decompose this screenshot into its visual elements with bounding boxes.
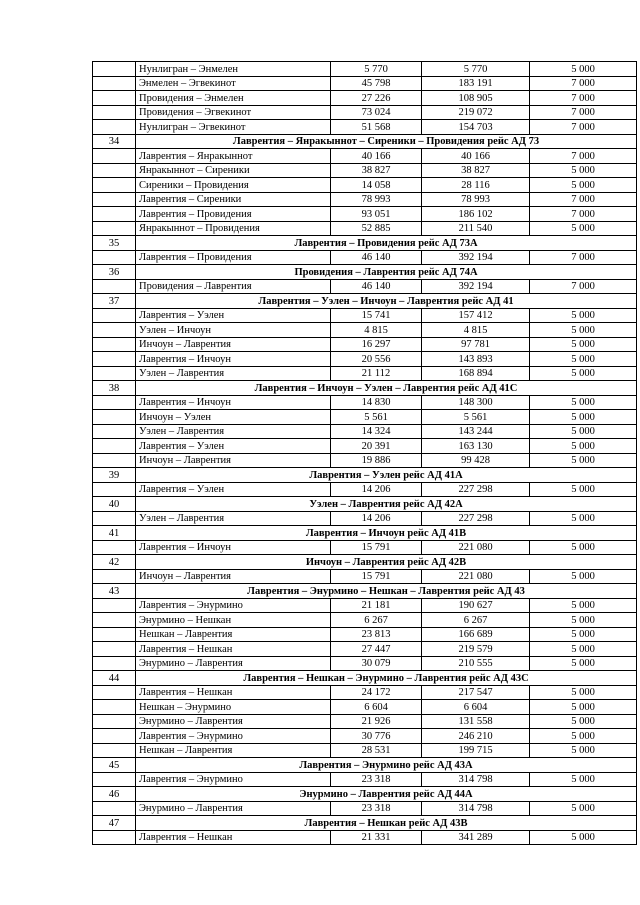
value-cell-2: 314 798	[422, 801, 530, 816]
flight-title: Инчоун – Лаврентия рейс АД 42В	[136, 555, 637, 570]
value-cell-1: 20 391	[331, 439, 422, 454]
value-cell-3: 7 000	[530, 91, 637, 106]
flight-number: 36	[93, 265, 136, 280]
row-number-cell	[93, 410, 136, 425]
value-cell-3: 5 000	[530, 395, 637, 410]
value-cell-1: 20 556	[331, 352, 422, 367]
value-cell-3: 7 000	[530, 192, 637, 207]
value-cell-2: 219 579	[422, 642, 530, 657]
row-number-cell	[93, 627, 136, 642]
row-number-cell	[93, 598, 136, 613]
flight-header-row	[93, 555, 637, 570]
value-cell-3: 5 000	[530, 453, 637, 468]
route-cell: Лаврентия – Энурмино	[136, 598, 331, 613]
row-number-cell	[93, 337, 136, 352]
table-row	[93, 149, 637, 164]
value-cell-3: 7 000	[530, 207, 637, 222]
route-cell: Провидения – Лаврентия	[136, 279, 331, 294]
row-number-cell	[93, 178, 136, 193]
table-row	[93, 453, 637, 468]
flight-number: 44	[93, 671, 136, 686]
route-cell: Сиреники – Провидения	[136, 178, 331, 193]
route-cell: Инчоун – Лаврентия	[136, 337, 331, 352]
table-row	[93, 540, 637, 555]
value-cell-3: 7 000	[530, 76, 637, 91]
value-cell-1: 14 324	[331, 424, 422, 439]
flight-title: Лаврентия – Нешкан – Энурмино – Лаврентия рейс АД 43С	[136, 671, 637, 686]
row-number-cell	[93, 700, 136, 715]
row-number-cell	[93, 511, 136, 526]
flight-header-row	[93, 787, 637, 802]
table-row	[93, 569, 637, 584]
row-number-cell	[93, 482, 136, 497]
value-cell-1: 93 051	[331, 207, 422, 222]
value-cell-2: 78 993	[422, 192, 530, 207]
value-cell-1: 6 604	[331, 700, 422, 715]
value-cell-1: 5 561	[331, 410, 422, 425]
value-cell-3: 7 000	[530, 149, 637, 164]
value-cell-2: 163 130	[422, 439, 530, 454]
value-cell-3: 5 000	[530, 62, 637, 77]
row-number-cell	[93, 714, 136, 729]
value-cell-2: 5 770	[422, 62, 530, 77]
value-cell-2: 157 412	[422, 308, 530, 323]
table-row	[93, 801, 637, 816]
value-cell-2: 168 894	[422, 366, 530, 381]
flight-title: Лаврентия – Энурмино – Нешкан – Лаврентия рейс АД 43	[136, 584, 637, 599]
value-cell-1: 4 815	[331, 323, 422, 338]
route-cell: Лаврентия – Янракыннот	[136, 149, 331, 164]
flight-number: 35	[93, 236, 136, 251]
row-number-cell	[93, 149, 136, 164]
route-cell: Уэлен – Инчоун	[136, 323, 331, 338]
value-cell-2: 166 689	[422, 627, 530, 642]
route-cell: Нунлигран – Энмелен	[136, 62, 331, 77]
value-cell-3: 5 000	[530, 772, 637, 787]
table-row	[93, 323, 637, 338]
row-number-cell	[93, 91, 136, 106]
flight-number: 43	[93, 584, 136, 599]
value-cell-1: 28 531	[331, 743, 422, 758]
value-cell-2: 392 194	[422, 279, 530, 294]
table-row	[93, 279, 637, 294]
table-row	[93, 207, 637, 222]
table-row	[93, 178, 637, 193]
value-cell-2: 210 555	[422, 656, 530, 671]
table-row	[93, 366, 637, 381]
flight-number: 46	[93, 787, 136, 802]
value-cell-1: 51 568	[331, 120, 422, 135]
value-cell-2: 143 893	[422, 352, 530, 367]
route-cell: Энурмино – Лаврентия	[136, 801, 331, 816]
value-cell-3: 5 000	[530, 163, 637, 178]
route-cell: Лаврентия – Провидения	[136, 207, 331, 222]
value-cell-3: 5 000	[530, 511, 637, 526]
table-row	[93, 700, 637, 715]
value-cell-2: 341 289	[422, 830, 530, 845]
value-cell-1: 21 112	[331, 366, 422, 381]
table-row	[93, 221, 637, 236]
value-cell-2: 5 561	[422, 410, 530, 425]
value-cell-2: 219 072	[422, 105, 530, 120]
row-number-cell	[93, 192, 136, 207]
value-cell-3: 5 000	[530, 540, 637, 555]
value-cell-1: 21 926	[331, 714, 422, 729]
value-cell-2: 97 781	[422, 337, 530, 352]
flight-header-row	[93, 497, 637, 512]
row-number-cell	[93, 439, 136, 454]
value-cell-1: 23 318	[331, 801, 422, 816]
flight-title: Лаврентия – Нешкан рейс АД 43В	[136, 816, 637, 831]
route-cell: Лаврентия – Нешкан	[136, 642, 331, 657]
table-row	[93, 192, 637, 207]
value-cell-3: 5 000	[530, 366, 637, 381]
route-cell: Лаврентия – Инчоун	[136, 395, 331, 410]
route-cell: Янракыннот – Сиреники	[136, 163, 331, 178]
value-cell-2: 28 116	[422, 178, 530, 193]
route-cell: Лаврентия – Энурмино	[136, 729, 331, 744]
value-cell-1: 14 206	[331, 511, 422, 526]
row-number-cell	[93, 395, 136, 410]
row-number-cell	[93, 656, 136, 671]
value-cell-2: 227 298	[422, 482, 530, 497]
value-cell-1: 23 813	[331, 627, 422, 642]
row-number-cell	[93, 207, 136, 222]
flight-number: 39	[93, 468, 136, 483]
table-row	[93, 439, 637, 454]
value-cell-1: 46 140	[331, 279, 422, 294]
value-cell-2: 131 558	[422, 714, 530, 729]
value-cell-1: 27 447	[331, 642, 422, 657]
value-cell-2: 211 540	[422, 221, 530, 236]
tariff-table	[92, 61, 637, 845]
value-cell-1: 21 181	[331, 598, 422, 613]
route-cell: Янракыннот – Провидения	[136, 221, 331, 236]
value-cell-3: 5 000	[530, 729, 637, 744]
value-cell-3: 5 000	[530, 598, 637, 613]
row-number-cell	[93, 323, 136, 338]
value-cell-1: 78 993	[331, 192, 422, 207]
table-row	[93, 598, 637, 613]
value-cell-1: 30 776	[331, 729, 422, 744]
table-row	[93, 714, 637, 729]
flight-header-row	[93, 381, 637, 396]
value-cell-3: 5 000	[530, 613, 637, 628]
route-cell: Лаврентия – Энурмино	[136, 772, 331, 787]
route-cell: Уэлен – Лаврентия	[136, 511, 331, 526]
row-number-cell	[93, 540, 136, 555]
value-cell-2: 314 798	[422, 772, 530, 787]
value-cell-1: 38 827	[331, 163, 422, 178]
flight-title: Лаврентия – Уэлен – Инчоун – Лаврентия рейс АД 41	[136, 294, 637, 309]
value-cell-3: 5 000	[530, 830, 637, 845]
value-cell-3: 5 000	[530, 714, 637, 729]
value-cell-2: 99 428	[422, 453, 530, 468]
value-cell-2: 108 905	[422, 91, 530, 106]
flight-header-row	[93, 584, 637, 599]
flight-number: 37	[93, 294, 136, 309]
value-cell-3: 5 000	[530, 308, 637, 323]
value-cell-1: 30 079	[331, 656, 422, 671]
value-cell-2: 38 827	[422, 163, 530, 178]
value-cell-3: 5 000	[530, 482, 637, 497]
row-number-cell	[93, 62, 136, 77]
table-row	[93, 613, 637, 628]
table-row	[93, 250, 637, 265]
flight-header-row	[93, 816, 637, 831]
value-cell-2: 6 604	[422, 700, 530, 715]
table-row	[93, 308, 637, 323]
table-row	[93, 410, 637, 425]
value-cell-1: 24 172	[331, 685, 422, 700]
route-cell: Инчоун – Лаврентия	[136, 569, 331, 584]
flight-title: Лаврентия – Инчоун – Уэлен – Лаврентия рейс АД 41С	[136, 381, 637, 396]
value-cell-1: 14 206	[331, 482, 422, 497]
value-cell-3: 5 000	[530, 352, 637, 367]
route-cell: Уэлен – Лаврентия	[136, 366, 331, 381]
table-row	[93, 656, 637, 671]
value-cell-1: 73 024	[331, 105, 422, 120]
table-row	[93, 482, 637, 497]
flight-number: 34	[93, 134, 136, 149]
value-cell-1: 27 226	[331, 91, 422, 106]
row-number-cell	[93, 613, 136, 628]
route-cell: Лаврентия – Нешкан	[136, 685, 331, 700]
flight-header-row	[93, 294, 637, 309]
table-row	[93, 424, 637, 439]
route-cell: Энурмино – Нешкан	[136, 613, 331, 628]
route-cell: Лаврентия – Сиреники	[136, 192, 331, 207]
route-cell: Уэлен – Лаврентия	[136, 424, 331, 439]
table-row	[93, 772, 637, 787]
flight-number: 41	[93, 526, 136, 541]
value-cell-1: 5 770	[331, 62, 422, 77]
value-cell-3: 5 000	[530, 569, 637, 584]
route-cell: Нешкан – Лаврентия	[136, 627, 331, 642]
value-cell-2: 186 102	[422, 207, 530, 222]
table-row	[93, 642, 637, 657]
value-cell-1: 21 331	[331, 830, 422, 845]
value-cell-2: 154 703	[422, 120, 530, 135]
flight-title: Лаврентия – Энурмино рейс АД 43А	[136, 758, 637, 773]
row-number-cell	[93, 76, 136, 91]
value-cell-1: 52 885	[331, 221, 422, 236]
value-cell-3: 7 000	[530, 120, 637, 135]
value-cell-3: 5 000	[530, 642, 637, 657]
value-cell-3: 5 000	[530, 323, 637, 338]
value-cell-2: 227 298	[422, 511, 530, 526]
row-number-cell	[93, 569, 136, 584]
flight-number: 40	[93, 497, 136, 512]
value-cell-1: 15 741	[331, 308, 422, 323]
route-cell: Инчоун – Лаврентия	[136, 453, 331, 468]
value-cell-2: 183 191	[422, 76, 530, 91]
table-row	[93, 91, 637, 106]
route-cell: Провидения – Эгвекинот	[136, 105, 331, 120]
row-number-cell	[93, 424, 136, 439]
row-number-cell	[93, 801, 136, 816]
row-number-cell	[93, 120, 136, 135]
value-cell-3: 5 000	[530, 178, 637, 193]
row-number-cell	[93, 685, 136, 700]
value-cell-2: 190 627	[422, 598, 530, 613]
row-number-cell	[93, 772, 136, 787]
value-cell-1: 19 886	[331, 453, 422, 468]
flight-title: Лаврентия – Провидения рейс АД 73А	[136, 236, 637, 251]
value-cell-2: 246 210	[422, 729, 530, 744]
value-cell-3: 5 000	[530, 627, 637, 642]
value-cell-2: 143 244	[422, 424, 530, 439]
value-cell-2: 4 815	[422, 323, 530, 338]
value-cell-3: 7 000	[530, 279, 637, 294]
row-number-cell	[93, 279, 136, 294]
value-cell-3: 7 000	[530, 105, 637, 120]
flight-header-row	[93, 526, 637, 541]
route-cell: Нешкан – Лаврентия	[136, 743, 331, 758]
value-cell-3: 5 000	[530, 801, 637, 816]
value-cell-3: 5 000	[530, 700, 637, 715]
flight-number: 38	[93, 381, 136, 396]
row-number-cell	[93, 352, 136, 367]
route-cell: Энурмино – Лаврентия	[136, 714, 331, 729]
route-cell: Лаврентия – Инчоун	[136, 352, 331, 367]
flight-header-row	[93, 134, 637, 149]
row-number-cell	[93, 642, 136, 657]
route-cell: Лаврентия – Уэлен	[136, 308, 331, 323]
value-cell-3: 5 000	[530, 424, 637, 439]
value-cell-2: 221 080	[422, 540, 530, 555]
value-cell-1: 15 791	[331, 540, 422, 555]
table-row	[93, 76, 637, 91]
value-cell-2: 217 547	[422, 685, 530, 700]
flight-header-row	[93, 265, 637, 280]
row-number-cell	[93, 366, 136, 381]
table-row	[93, 627, 637, 642]
value-cell-1: 14 830	[331, 395, 422, 410]
tariff-table-body	[93, 62, 637, 845]
table-row	[93, 743, 637, 758]
row-number-cell	[93, 163, 136, 178]
flight-title: Уэлен – Лаврентия рейс АД 42А	[136, 497, 637, 512]
route-cell: Лаврентия – Уэлен	[136, 439, 331, 454]
row-number-cell	[93, 221, 136, 236]
value-cell-3: 7 000	[530, 250, 637, 265]
table-row	[93, 395, 637, 410]
value-cell-2: 221 080	[422, 569, 530, 584]
table-row	[93, 685, 637, 700]
value-cell-2: 392 194	[422, 250, 530, 265]
route-cell: Лаврентия – Уэлен	[136, 482, 331, 497]
value-cell-1: 6 267	[331, 613, 422, 628]
flight-title: Лаврентия – Уэлен рейс АД 41А	[136, 468, 637, 483]
value-cell-1: 45 798	[331, 76, 422, 91]
flight-number: 47	[93, 816, 136, 831]
table-row	[93, 105, 637, 120]
value-cell-1: 15 791	[331, 569, 422, 584]
route-cell: Нешкан – Энурмино	[136, 700, 331, 715]
row-number-cell	[93, 729, 136, 744]
flight-number: 45	[93, 758, 136, 773]
value-cell-1: 40 166	[331, 149, 422, 164]
value-cell-3: 5 000	[530, 656, 637, 671]
value-cell-1: 46 140	[331, 250, 422, 265]
value-cell-3: 5 000	[530, 743, 637, 758]
row-number-cell	[93, 453, 136, 468]
value-cell-1: 23 318	[331, 772, 422, 787]
flight-number: 42	[93, 555, 136, 570]
row-number-cell	[93, 743, 136, 758]
flight-title: Энурмино – Лаврентия рейс АД 44А	[136, 787, 637, 802]
value-cell-3: 5 000	[530, 410, 637, 425]
route-cell: Лаврентия – Нешкан	[136, 830, 331, 845]
table-row	[93, 830, 637, 845]
route-cell: Нунлигран – Эгвекинот	[136, 120, 331, 135]
row-number-cell	[93, 250, 136, 265]
row-number-cell	[93, 830, 136, 845]
route-cell: Лаврентия – Провидения	[136, 250, 331, 265]
value-cell-3: 5 000	[530, 685, 637, 700]
table-row	[93, 337, 637, 352]
value-cell-2: 40 166	[422, 149, 530, 164]
row-number-cell	[93, 308, 136, 323]
flight-header-row	[93, 758, 637, 773]
value-cell-2: 6 267	[422, 613, 530, 628]
flight-title: Лаврентия – Янракыннот – Сиреники – Провидения рейс АД 73	[136, 134, 637, 149]
value-cell-2: 148 300	[422, 395, 530, 410]
row-number-cell	[93, 105, 136, 120]
table-row	[93, 352, 637, 367]
flight-header-row	[93, 671, 637, 686]
table-row	[93, 163, 637, 178]
table-row	[93, 62, 637, 77]
value-cell-1: 16 297	[331, 337, 422, 352]
flight-title: Провидения – Лаврентия рейс АД 74А	[136, 265, 637, 280]
flight-header-row	[93, 236, 637, 251]
value-cell-1: 14 058	[331, 178, 422, 193]
value-cell-2: 199 715	[422, 743, 530, 758]
value-cell-3: 5 000	[530, 221, 637, 236]
flight-header-row	[93, 468, 637, 483]
table-row	[93, 511, 637, 526]
table-row	[93, 729, 637, 744]
route-cell: Энурмино – Лаврентия	[136, 656, 331, 671]
value-cell-3: 5 000	[530, 439, 637, 454]
route-cell: Энмелен – Эгвекинот	[136, 76, 331, 91]
route-cell: Лаврентия – Инчоун	[136, 540, 331, 555]
value-cell-3: 5 000	[530, 337, 637, 352]
route-cell: Провидения – Энмелен	[136, 91, 331, 106]
route-cell: Инчоун – Уэлен	[136, 410, 331, 425]
flight-title: Лаврентия – Инчоун рейс АД 41В	[136, 526, 637, 541]
table-row	[93, 120, 637, 135]
